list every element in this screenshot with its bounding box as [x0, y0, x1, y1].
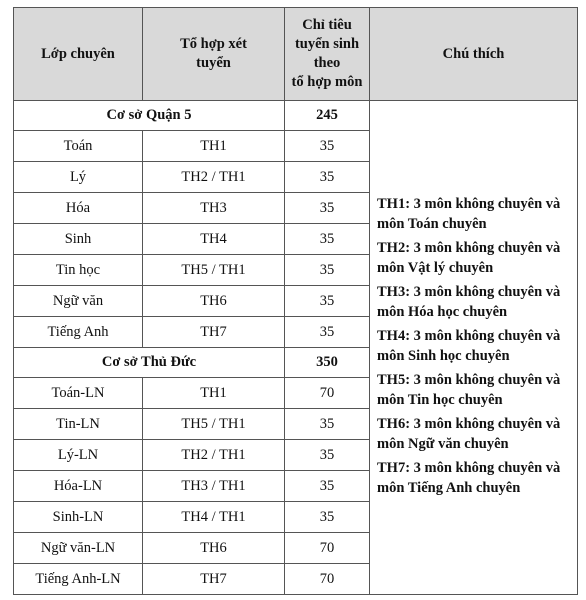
header-notes [370, 8, 578, 101]
class-name-cell: Hóa [14, 193, 143, 224]
quota-cell: 35 [285, 286, 370, 317]
quota-cell: 70 [285, 533, 370, 564]
section-name: Cơ sở Quận 5 [14, 101, 285, 131]
quota-cell: 35 [285, 502, 370, 533]
combination-cell: TH5 / TH1 [143, 409, 285, 440]
combination-cell: TH3 [143, 193, 285, 224]
combination-cell: TH6 [143, 286, 285, 317]
class-name-cell: Ngữ văn [14, 286, 143, 317]
header-combination-line1: Tổ hợp xét [180, 36, 247, 52]
class-name-cell: Lý-LN [14, 440, 143, 471]
note-item: TH4: 3 môn không chuyên và môn Sinh học chuyên [377, 327, 561, 364]
combination-cell: TH7 [143, 317, 285, 348]
class-name-cell: Tin học [14, 255, 143, 286]
quota-cell: 35 [285, 224, 370, 255]
quota-cell: 35 [285, 440, 370, 471]
class-name-cell: Tiếng Anh-LN [14, 564, 143, 595]
quota-cell: 35 [285, 409, 370, 440]
header-class-label: Lớp chuyên [41, 45, 115, 62]
section-total: 350 [285, 348, 370, 378]
note-item: TH1: 3 môn không chuyên và môn Toán chuyên [377, 195, 561, 232]
note-item: TH7: 3 môn không chuyên và môn Tiếng Anh chuyên [377, 459, 561, 496]
header-quota-line3: theo [313, 55, 341, 71]
class-name-cell: Hóa-LN [14, 471, 143, 502]
note-item: TH2: 3 môn không chuyên và môn Vật lý chuyên [377, 239, 561, 276]
note-item: TH3: 3 môn không chuyên và môn Hóa học chuyên [377, 283, 561, 320]
header-row [14, 8, 578, 101]
section-total: 245 [285, 101, 370, 131]
header-combination-line2: tuyển [196, 55, 231, 71]
quota-cell: 35 [285, 317, 370, 348]
header-quota-line4: tổ hợp môn [291, 74, 363, 90]
header-notes-label: Chú thích [442, 45, 505, 62]
class-name-cell: Ngữ văn-LN [14, 533, 143, 564]
combination-cell: TH2 / TH1 [143, 162, 285, 193]
class-name-cell: Toán [14, 131, 143, 162]
class-name-cell: Tiếng Anh [14, 317, 143, 348]
combination-cell: TH2 / TH1 [143, 440, 285, 471]
note-item: TH5: 3 môn không chuyên và môn Tin học chuyên [377, 371, 561, 408]
quota-cell: 35 [285, 131, 370, 162]
header-combination [143, 8, 285, 101]
section-row [14, 101, 578, 131]
header-quota [285, 8, 370, 101]
combination-cell: TH1 [143, 131, 285, 162]
combination-cell: TH3 / TH1 [143, 471, 285, 502]
header-quota-line2: tuyển sinh [294, 36, 360, 52]
quota-cell: 35 [285, 162, 370, 193]
class-name-cell: Toán-LN [14, 378, 143, 409]
section-name: Cơ sở Thủ Đức [14, 348, 285, 378]
note-item: TH6: 3 môn không chuyên và môn Ngữ văn chuyên [377, 415, 561, 452]
combination-cell: TH4 [143, 224, 285, 255]
class-name-cell: Tin-LN [14, 409, 143, 440]
combination-cell: TH5 / TH1 [143, 255, 285, 286]
table-body [14, 101, 578, 595]
quota-cell: 70 [285, 564, 370, 595]
admission-quota-table [13, 7, 578, 595]
header-class [14, 8, 143, 101]
combination-cell: TH7 [143, 564, 285, 595]
class-name-cell: Lý [14, 162, 143, 193]
combination-cell: TH1 [143, 378, 285, 409]
class-name-cell: Sinh-LN [14, 502, 143, 533]
quota-cell: 35 [285, 471, 370, 502]
class-name-cell: Sinh [14, 224, 143, 255]
combination-cell: TH6 [143, 533, 285, 564]
quota-cell: 35 [285, 255, 370, 286]
quota-cell: 70 [285, 378, 370, 409]
notes-cell [370, 101, 578, 595]
combination-cell: TH4 / TH1 [143, 502, 285, 533]
quota-cell: 35 [285, 193, 370, 224]
header-quota-line1: Chỉ tiêu [302, 17, 352, 33]
